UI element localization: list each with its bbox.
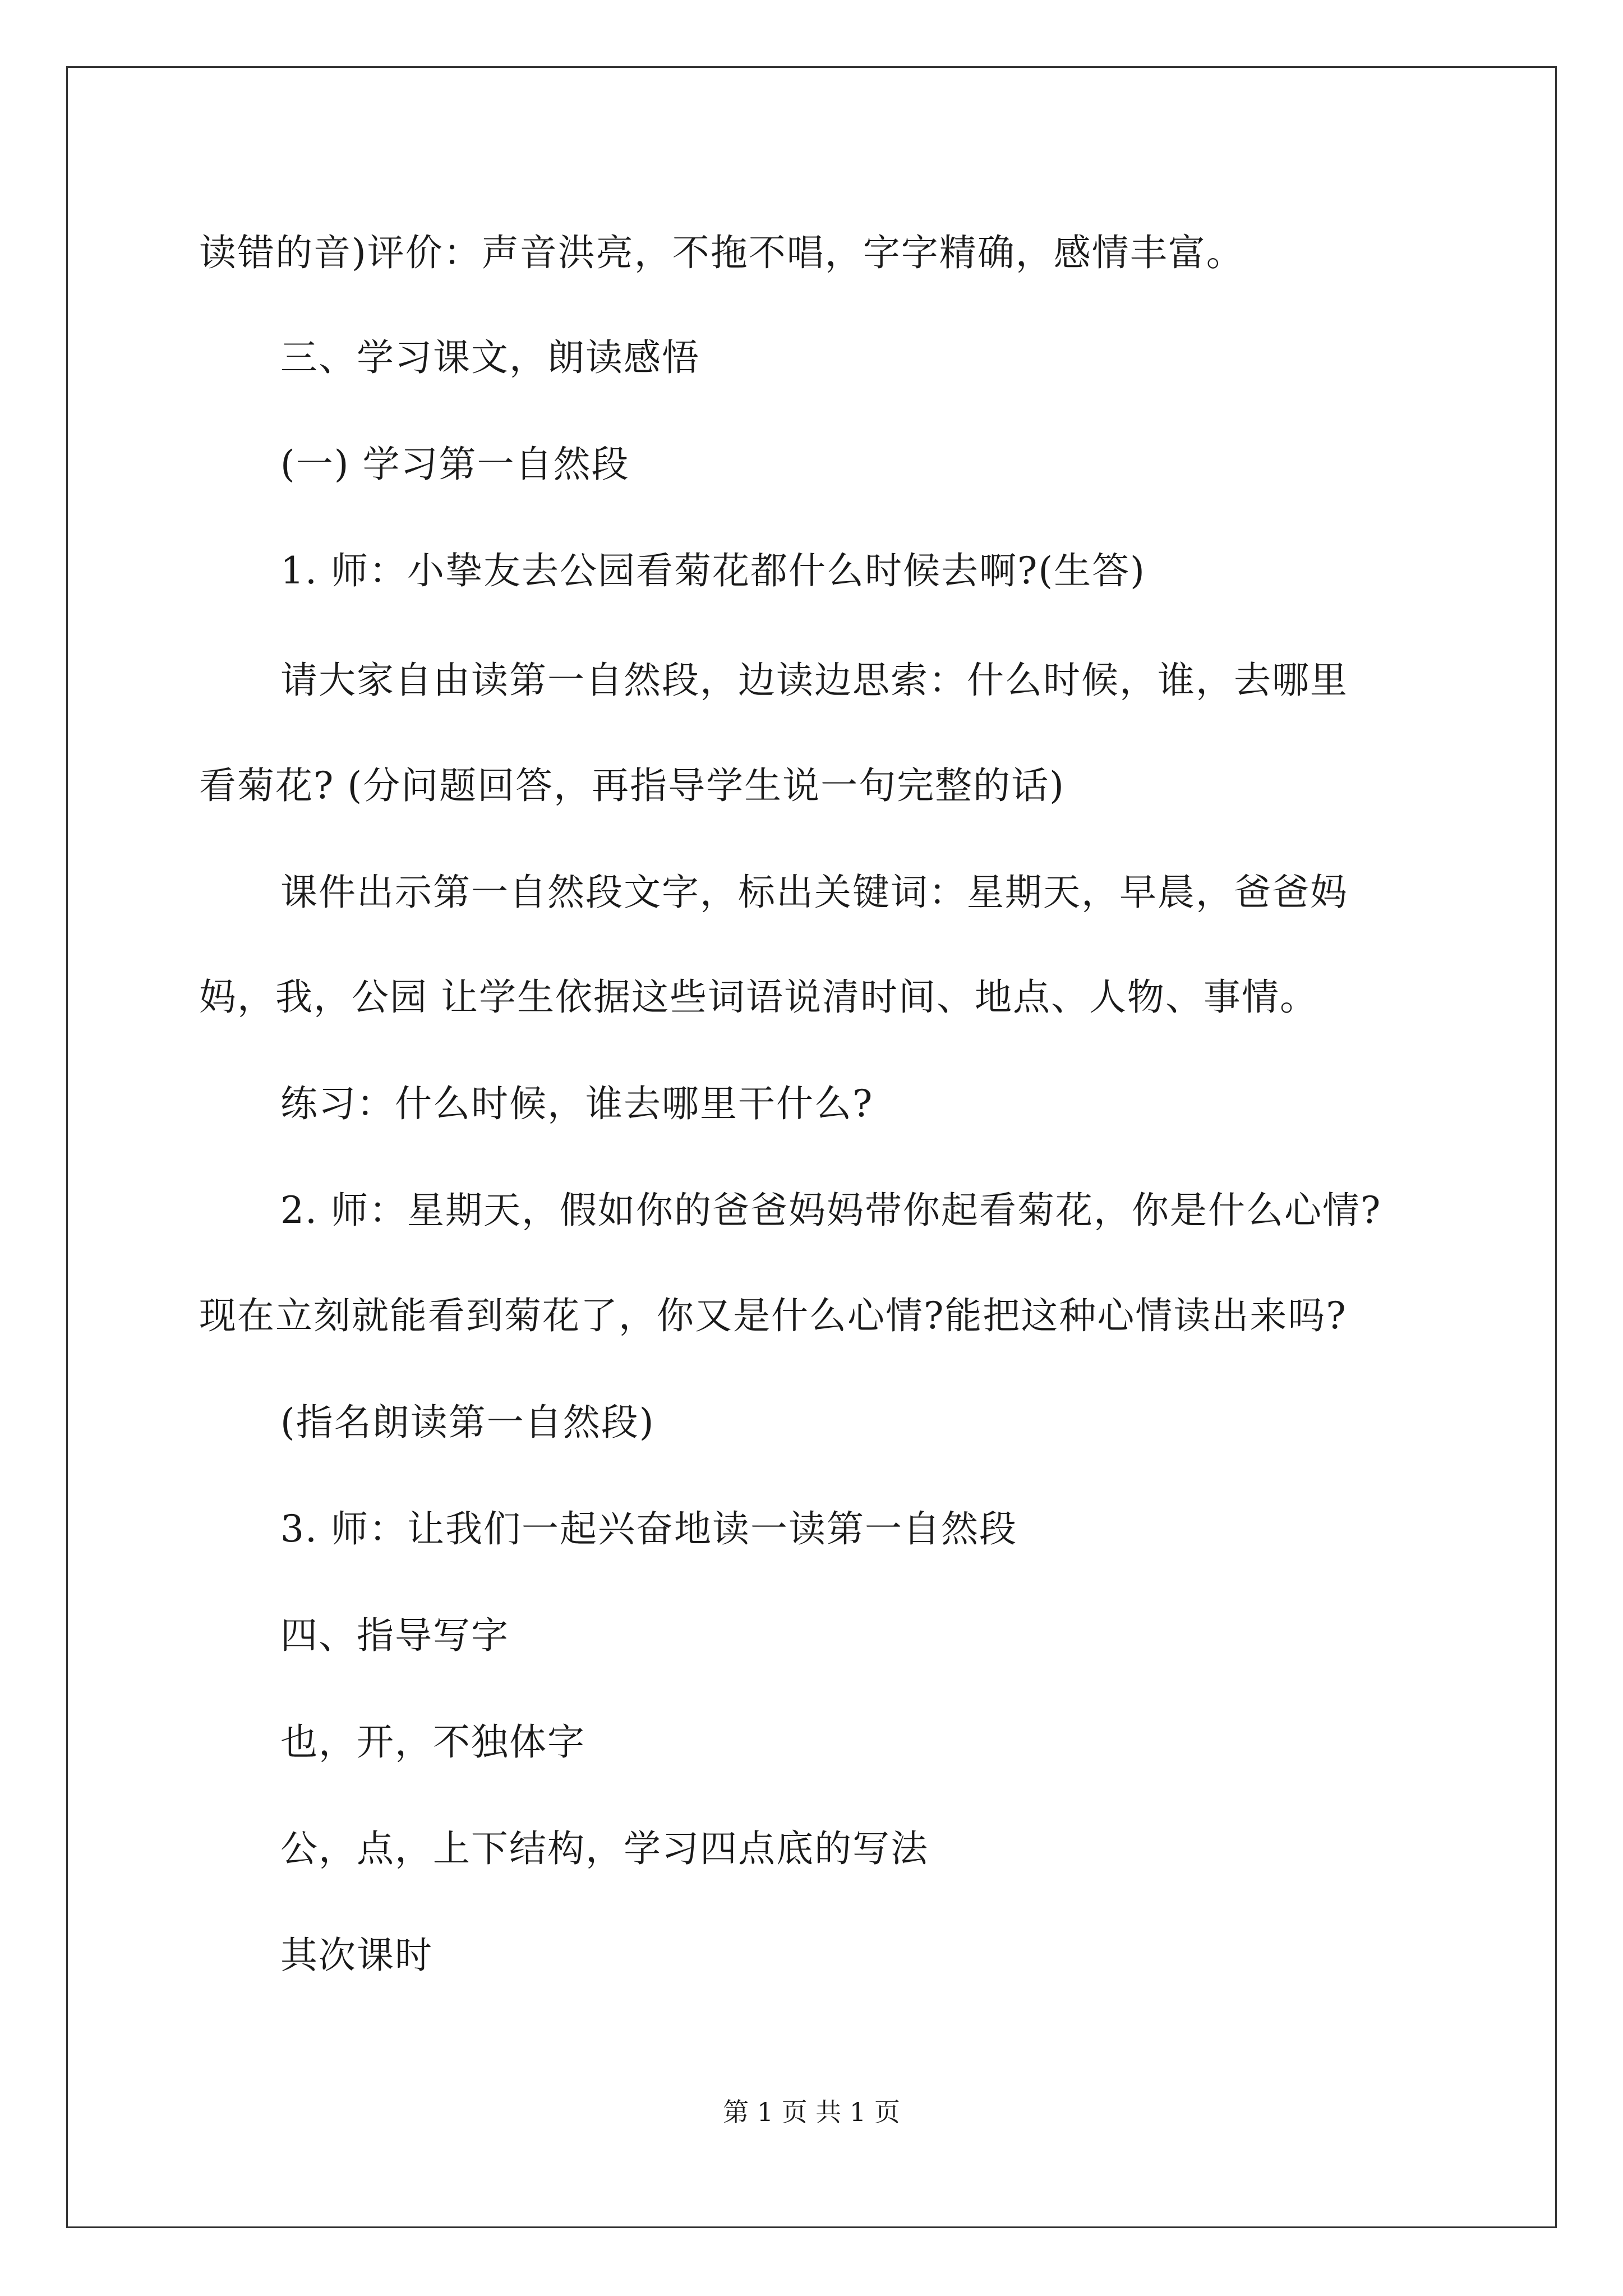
text-line-9: 练习：什么时候，谁去哪里干什么?: [280, 1082, 874, 1125]
text-line-4: 1. 师：小挚友去公园看菊花都什么时候去啊?(生答): [280, 549, 1146, 592]
text-line-2: 三、学习课文，朗读感悟: [280, 336, 700, 379]
text-line-17: 其次课时: [280, 1934, 433, 1977]
text-line-16: 公，点，上下结构，学习四点底的写法: [280, 1827, 929, 1870]
page-number-footer: 第 1 页 共 1 页: [723, 2097, 900, 2127]
text-line-6: 看菊花? (分问题回答，再指导学生说一句完整的话): [199, 764, 1065, 807]
text-line-5: 请大家自由读第一自然段，边读边思索：什么时候，谁，去哪里: [280, 659, 1348, 702]
text-line-8: 妈，我，公园 让学生依据这些词语说清时间、地点、人物、事情。: [199, 976, 1318, 1019]
text-line-14: 四、指导写字: [280, 1614, 509, 1657]
text-line-3: (一) 学习第一自然段: [280, 443, 630, 486]
text-line-15: 也，开，不独体字: [280, 1720, 585, 1764]
text-line-1: 读错的音)评价：声音洪亮，不拖不唱，字字精确，感情丰富。: [199, 231, 1244, 274]
text-line-11: 现在立刻就能看到菊花了，你又是什么心情?能把这种心情读出来吗?: [199, 1294, 1347, 1337]
text-line-12: (指名朗读第一自然段): [280, 1401, 655, 1444]
text-line-10: 2. 师：星期天，假如你的爸爸妈妈带你起看菊花，你是什么心情?: [280, 1189, 1382, 1232]
text-line-7: 课件出示第一自然段文字，标出关键词：星期天，早晨，爸爸妈: [280, 871, 1348, 914]
page-border: [66, 66, 1557, 2228]
text-line-13: 3. 师：让我们一起兴奋地读一读第一自然段: [280, 1507, 1017, 1550]
